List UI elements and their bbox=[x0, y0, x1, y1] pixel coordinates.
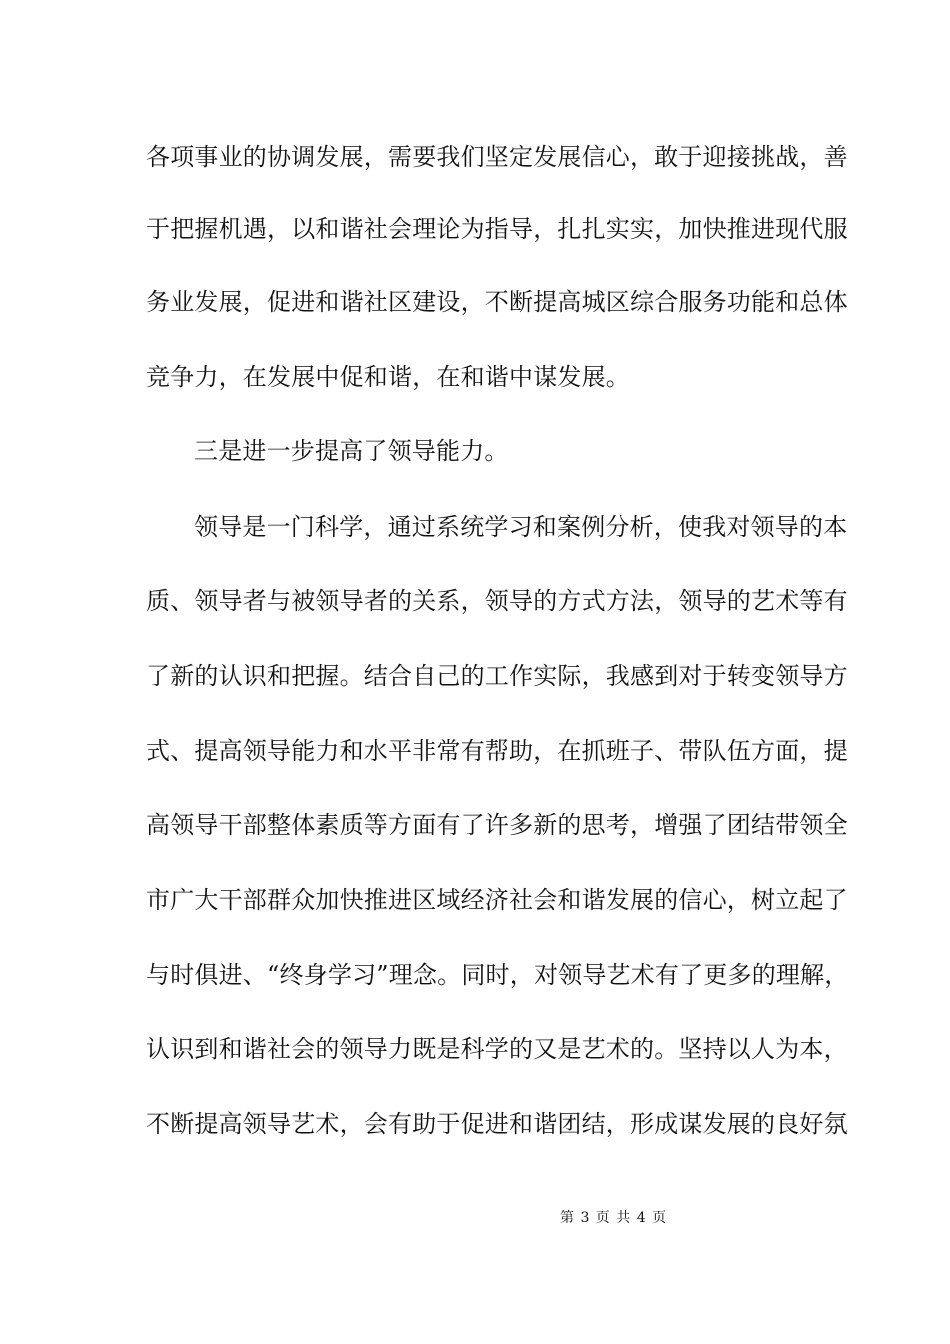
text-line-11: 市广大干部群众加快推进区域经济社会和谐发展的信心，树立起了 bbox=[146, 886, 848, 914]
text-line-4: 竞争力，在发展中促和谐，在和谐中谋发展。 bbox=[146, 363, 630, 391]
text-line-8: 了新的认识和把握。结合自己的工作实际，我感到对于转变领导方 bbox=[146, 662, 848, 690]
text-line-9: 式、提高领导能力和水平非常有帮助，在抓班子、带队伍方面，提 bbox=[146, 737, 848, 765]
text-line-1: 各项事业的协调发展，需要我们坚定发展信心，敢于迎接挑战，善 bbox=[146, 143, 848, 171]
text-line-12: 与时俱进、“终身学习”理念。同时，对领导艺术有了更多的理解， bbox=[146, 961, 849, 989]
text-line-2: 于把握机遇，以和谐社会理论为指导，扎扎实实，加快推进现代服 bbox=[146, 215, 848, 243]
section-heading: 三是进一步提高了领导能力。 bbox=[194, 437, 509, 465]
paragraph-start-line: 领导是一门科学，通过系统学习和案例分析，使我对领导的本 bbox=[194, 513, 848, 541]
text-line-3: 务业发展，促进和谐社区建设，不断提高城区综合服务功能和总体 bbox=[146, 288, 848, 316]
text-line-14: 不断提高领导艺术，会有助于促进和谐团结，形成谋发展的良好氛 bbox=[146, 1110, 848, 1138]
text-line-13: 认识到和谐社会的领导力既是科学的又是艺术的。坚持以人为本， bbox=[146, 1035, 848, 1063]
text-line-7: 质、领导者与被领导者的关系，领导的方式方法，领导的艺术等有 bbox=[146, 587, 848, 615]
text-line-10: 高领导干部整体素质等方面有了许多新的思考，增强了团结带领全 bbox=[146, 811, 848, 839]
page-number-footer: 第 3 页 共 4 页 bbox=[560, 1210, 668, 1226]
